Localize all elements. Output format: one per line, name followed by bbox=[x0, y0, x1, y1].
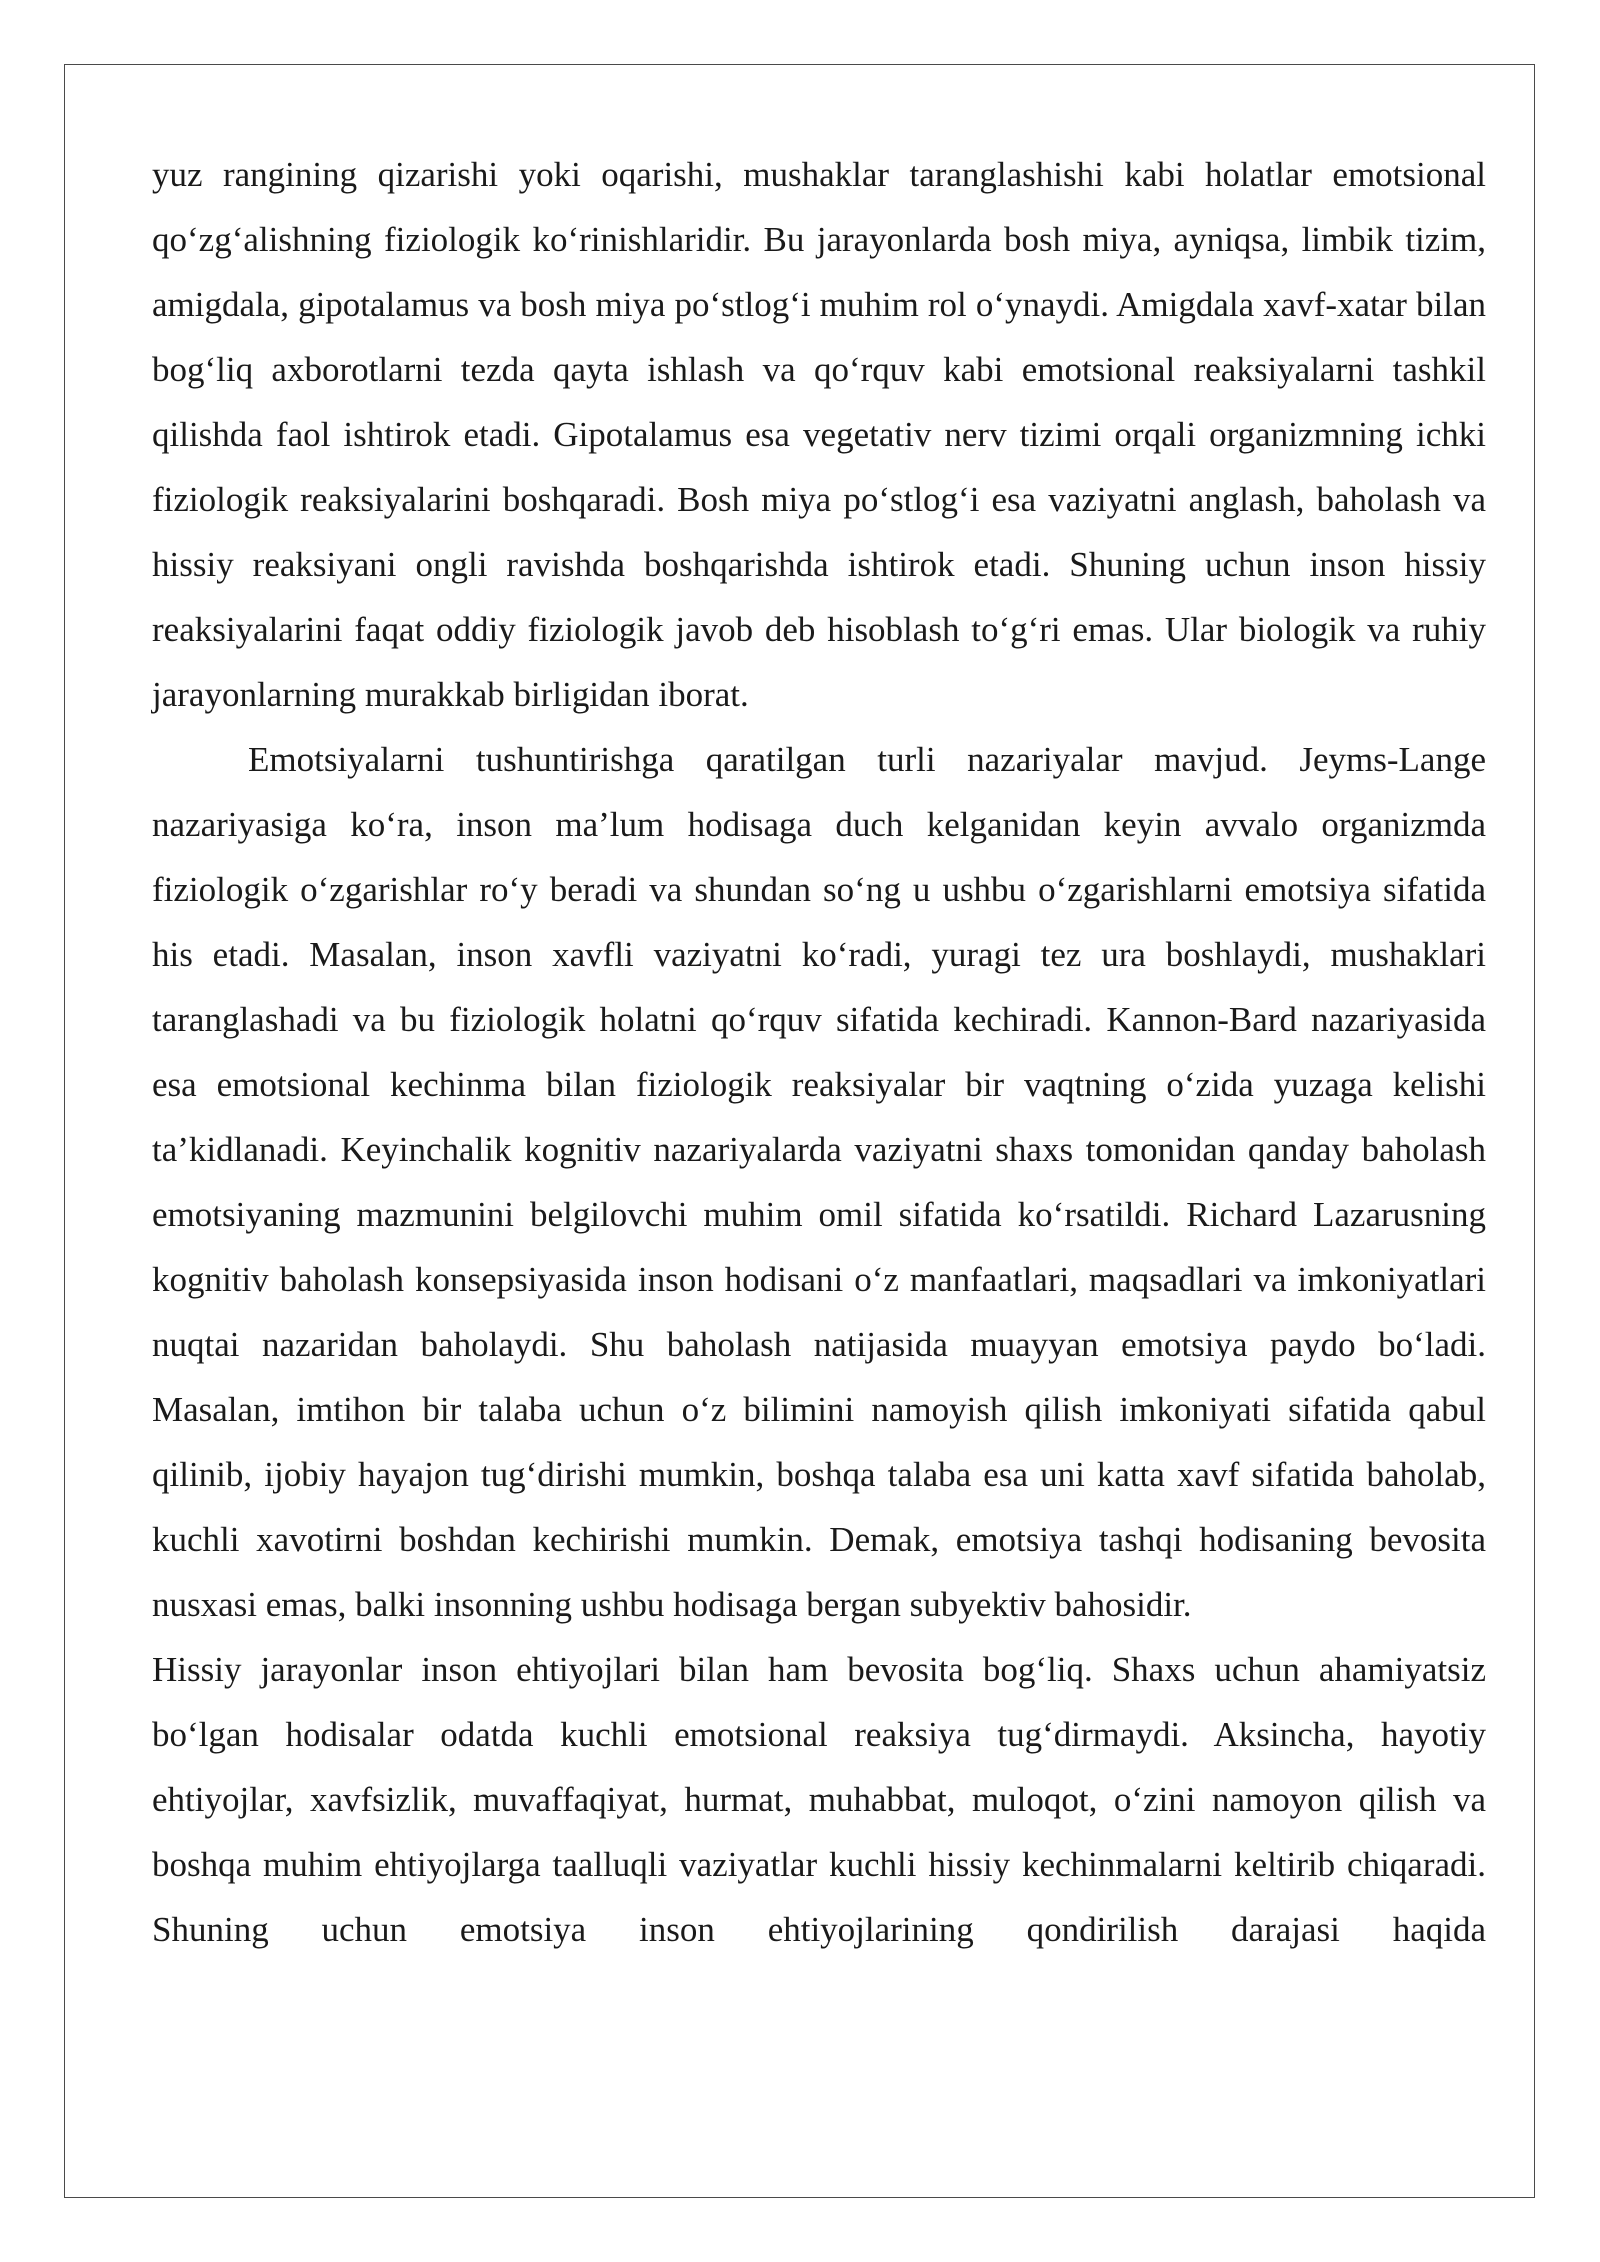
paragraph: Emotsiyalarni tushuntirishga qaratilgan turli nazariyalar mavjud. Jeyms-Lange nazariyasiga ko‘ra, inson ma’lum hodisaga duch kelganidan keyin avvalo organizmda fiziologik o‘zgarishlar ro‘y beradi va shundan so‘ng u ushbu o‘zgarishlarni emotsiya sifatida his etadi. Masalan, inson xavfli vaziyatni ko‘radi, yuragi tez ura boshlaydi, mushaklari taranglashadi va bu fiziologik holatni qo‘rquv sifatida kechiradi. Kannon-Bard nazariyasida esa emotsional kechinma bilan fiziologik reaksiyalar bir vaqtning o‘zida yuzaga kelishi ta’kidlanadi. Keyinchalik kognitiv nazariyalarda vaziyatni shaxs tomonidan qanday baholash emotsiyaning mazmunini belgilovchi muhim omil sifatida ko‘rsatildi. Richard Lazarusning kognitiv baholash konsepsiyasida inson hodisani o‘z manfaatlari, maqsadlari va imkoniyatlari nuqtai nazaridan baholaydi. Shu baholash natijasida muayyan emotsiya paydo bo‘ladi. Masalan, imtihon bir talaba uchun o‘z bilimini namoyish qilish imkoniyati sifatida qabul qilinib, ijobiy hayajon tug‘dirishi mumkin, boshqa talaba esa uni katta xavf sifatida baholab, kuchli xavotirni boshdan kechirishi mumkin. Demak, emotsiya tashqi hodisaning bevosita nusxasi emas, balki insonning ushbu hodisaga bergan subyektiv bahosidir. bbox=[152, 740, 1486, 1624]
paragraph: Hissiy jarayonlar inson ehtiyojlari bilan ham bevosita bog‘liq. Shaxs uchun ahamiyatsiz bo‘lgan hodisalar odatda kuchli emotsional reaksiya tug‘dirmaydi. Aksincha, hayotiy ehtiyojlar, xavfsizlik, muvaffaqiyat, hurmat, muhabbat, muloqot, o‘zini namoyon qilish va boshqa muhim ehtiyojlarga taalluqli vaziyatlar kuchli hissiy kechinmalarni keltirib chiqaradi. Shuning uchun emotsiya inson ehtiyojlarining qondirilish darajasi haqida bbox=[152, 1650, 1486, 1949]
document-body bbox=[152, 142, 1486, 1962]
paragraph: yuz rangining qizarishi yoki oqarishi, mushaklar taranglashishi kabi holatlar emotsional qo‘zg‘alishning fiziologik ko‘rinishlaridir. Bu jarayonlarda bosh miya, ayniqsa, limbik tizim, amigdala, gipotalamus va bosh miya po‘stlog‘i muhim rol o‘ynaydi. Amigdala xavf-xatar bilan bog‘liq axborotlarni tezda qayta ishlash va qo‘rquv kabi emotsional reaksiyalarni tashkil qilishda faol ishtirok etadi. Gipotalamus esa vegetativ nerv tizimi orqali organizmning ichki fiziologik reaksiyalarini boshqaradi. Bosh miya po‘stlog‘i esa vaziyatni anglash, baholash va hissiy reaksiyani ongli ravishda boshqarishda ishtirok etadi. Shuning uchun inson hissiy reaksiyalarini faqat oddiy fiziologik javob deb hisoblash to‘g‘ri emas. Ular biologik va ruhiy jarayonlarning murakkab birligidan iborat. bbox=[152, 155, 1486, 714]
